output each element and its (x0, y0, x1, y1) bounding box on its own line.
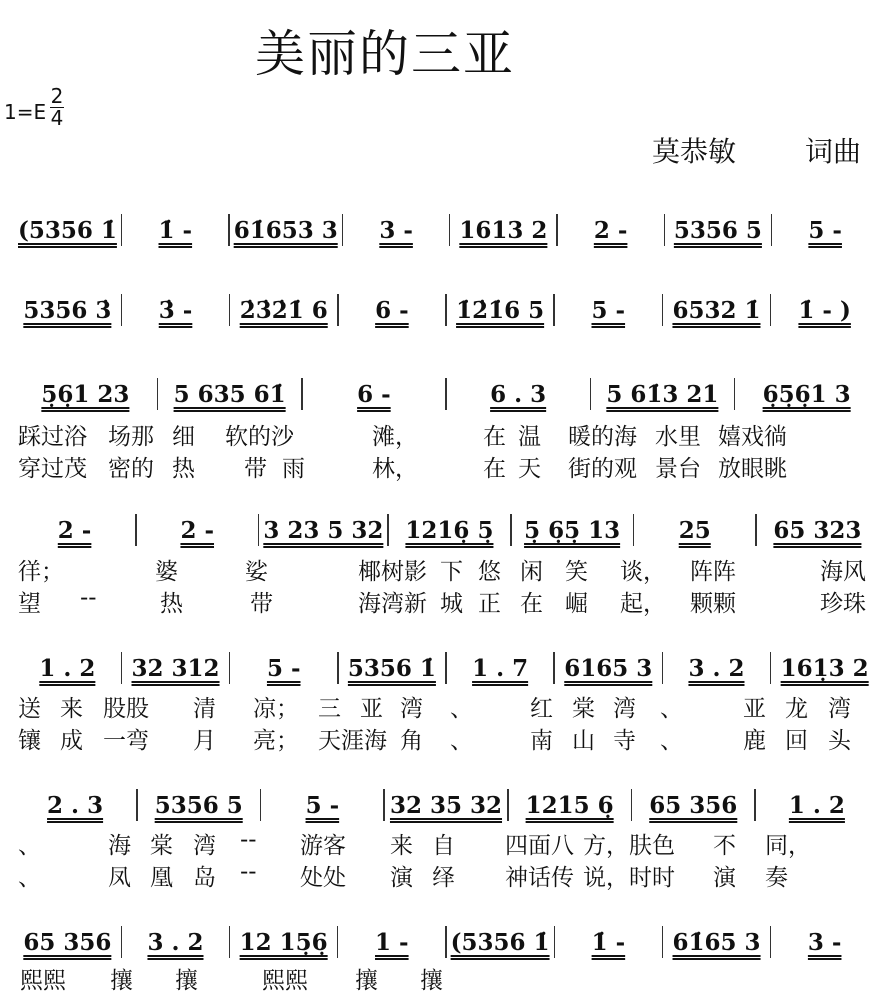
lyric-segment: 处处 (300, 865, 346, 891)
lyric-segment: 在 (520, 591, 543, 617)
lyric-segment: 穿过茂 (18, 456, 87, 482)
measure (771, 929, 878, 956)
measure-notes: 12 15̣6̣ (239, 928, 328, 956)
measure (230, 297, 337, 324)
measure (447, 381, 590, 408)
lyric-segment: 湾 (613, 696, 636, 722)
lyric-segment: 凤 (108, 865, 131, 891)
measure (385, 792, 507, 819)
lyric-segment: 带 (250, 591, 273, 617)
measure (555, 655, 662, 682)
lyric-segment: 在 (483, 424, 506, 450)
measure (771, 655, 878, 682)
lyric-segment: 龙 (785, 696, 808, 722)
measure-notes: 5 - (305, 791, 340, 819)
lyric-segment: 寺 (613, 728, 636, 754)
measure-notes: 6 - (357, 380, 391, 408)
lyric-segment: 同， (765, 833, 811, 859)
measure-notes: 5356 5 (154, 791, 243, 819)
measure-notes: 1 . 2 (788, 791, 845, 819)
measure (389, 517, 510, 544)
lyric-segment: 不 (713, 833, 736, 859)
lyric-segment: 徉； (18, 559, 64, 585)
lyric-segment: 、 (450, 696, 473, 722)
lyric-segment: 闲 (520, 559, 543, 585)
measure (771, 297, 878, 324)
measure (447, 655, 554, 682)
music-row (14, 512, 878, 548)
measure-notes: 5356 3̇ (23, 296, 112, 324)
lyric-segment: 林， (372, 456, 418, 482)
measure (14, 217, 121, 244)
lyric-segment: 镶 (18, 728, 41, 754)
measure-notes: (5356 1̇ (18, 216, 117, 244)
music-row (14, 924, 878, 960)
music-row (14, 787, 878, 823)
lyric-segment: 方，肤色 (583, 833, 675, 859)
measure (450, 217, 556, 244)
measure (14, 655, 121, 682)
lyric-segment: 温 (518, 424, 541, 450)
measure-notes: 1 . 7 (472, 654, 529, 682)
measure-notes: 5 61̇3 21 (606, 380, 719, 408)
measure (230, 655, 337, 682)
measure-notes: 32 35 32 (389, 791, 503, 819)
measure-notes: 61̇65 3 (672, 928, 761, 956)
lyric-segment: 神话传 (505, 865, 574, 891)
measure (632, 792, 754, 819)
lyric-segment: -- (80, 585, 97, 611)
measure-notes: 6532 1̇ (672, 296, 761, 324)
measure-notes: 1216̣ 5̣ (405, 516, 494, 544)
lyric-segment: 棠 (572, 696, 595, 722)
lyric-segment: 城 (440, 591, 463, 617)
measure (14, 929, 121, 956)
measure (339, 655, 446, 682)
music-row (14, 376, 878, 412)
time-signature (50, 86, 64, 129)
measure (665, 217, 771, 244)
lyric-segment: 凉； (253, 696, 299, 722)
lyric-segment: 滩， (372, 424, 418, 450)
lyric-segment: 婆 (155, 559, 178, 585)
measure (509, 792, 631, 819)
lyric-segment: 湾 (400, 696, 423, 722)
lyric-segment: 亚 (743, 696, 766, 722)
measure-notes: 65 356 (23, 928, 112, 956)
lyric-segment: 娑 (245, 559, 268, 585)
measure (663, 297, 770, 324)
lyric-segment: 望 (18, 591, 41, 617)
measure (259, 517, 387, 544)
lyric-segment: -- (240, 859, 257, 885)
measure-notes: 5 - (266, 654, 301, 682)
measure-notes: 2 - (180, 516, 215, 544)
measure-notes: 1̇ - ) (798, 296, 851, 324)
lyric-segment: 奏 (765, 865, 788, 891)
lyric-segment: 放眼眺 (718, 456, 787, 482)
measure-notes: 61̇653 3 (233, 216, 338, 244)
measure-notes: 1215 6̣ (525, 791, 614, 819)
measure-notes: 32 312 (131, 654, 220, 682)
measure (261, 792, 383, 819)
lyric-segment: 踩过浴 (18, 424, 87, 450)
measure-notes: 2 - (593, 216, 628, 244)
lyric-segment: 珍珠 (820, 591, 866, 617)
lyric-segment: 南 (530, 728, 553, 754)
lyric-segment: 说，时时 (583, 865, 675, 891)
measure-notes: 6 - (375, 296, 409, 324)
lyric-segment: 攘 (110, 968, 133, 994)
lyric-segment: 软的沙 (225, 424, 294, 450)
measure-notes: 5356 5 (673, 216, 762, 244)
lyric-segment: 湾 (828, 696, 851, 722)
measure-notes: 2̇3̇2̇1̇ 6 (239, 296, 328, 324)
lyric-segment: 、 (450, 728, 473, 754)
lyric-segment: 热 (160, 591, 183, 617)
lyric-segment: 起， (620, 591, 666, 617)
music-row (14, 650, 878, 686)
lyric-segment: 景台 (655, 456, 701, 482)
measure (663, 655, 770, 682)
lyric-segment: 雨 (282, 456, 305, 482)
lyric-segment: 角 (400, 728, 423, 754)
measure-notes: (5356 1̇ (450, 928, 550, 956)
lyric-segment: 、 (18, 865, 41, 891)
measure (634, 517, 755, 544)
lyric-segment: 演 (390, 865, 413, 891)
measure (558, 217, 664, 244)
lyric-segment: 天 (518, 456, 541, 482)
lyric-segment: 街的观 (568, 456, 637, 482)
lyric-segment: 送 (18, 696, 41, 722)
lyric-segment: 四面八 (505, 833, 574, 859)
lyric-segment: 椰树影 (358, 559, 427, 585)
lyric-segment: 在 (483, 456, 506, 482)
measure-notes: 5 635 61̇ (173, 380, 286, 408)
lyric-segment: 熙熙 (262, 968, 308, 994)
measure-notes: 5 - (591, 296, 626, 324)
measure-notes: 65 356 (649, 791, 738, 819)
lyric-segment: 演 (713, 865, 736, 891)
measure-notes: 1613 2 (459, 216, 548, 244)
lyric-segment: 成 (60, 728, 83, 754)
lyric-segment: 颗颗 (690, 591, 736, 617)
lyric-segment: 、 (660, 696, 683, 722)
measure-notes: 3 23 5 32 (263, 516, 384, 544)
measure (343, 217, 449, 244)
measure (122, 297, 229, 324)
measure (735, 381, 878, 408)
lyric-segment: 暖的海 (568, 424, 637, 450)
time-signature-top: 2 (50, 84, 64, 108)
measure-notes: 1̇ - (158, 216, 193, 244)
measure (591, 381, 734, 408)
measure-notes: 5̣6̣1 23 (41, 380, 130, 408)
lyric-segment: 水里 (655, 424, 701, 450)
lyric-segment: 头 (828, 728, 851, 754)
lyric-segment: 谈， (620, 559, 666, 585)
lyric-segment: 绎 (432, 865, 455, 891)
lyric-segment: 密的 (108, 456, 154, 482)
lyric-segment: 亮； (253, 728, 299, 754)
lyric-segment: 岛 (193, 865, 216, 891)
lyric-segment: 天涯海 (318, 728, 387, 754)
lyric-segment: 悠 (478, 559, 501, 585)
measure-notes: 3 - (379, 216, 413, 244)
measure (757, 517, 878, 544)
measure-notes: 161̣3 2 (780, 654, 869, 682)
measure-notes: 6̣5̣6̣1 3 (762, 380, 851, 408)
lyric-segment: 热 (172, 456, 195, 482)
lyric-segment: 崛 (565, 591, 588, 617)
lyric-segment: 海湾新 (358, 591, 427, 617)
measure (555, 929, 662, 956)
measure-notes: 1̇2̇1̇6 5 (456, 296, 545, 324)
lyric-segment: 下 (440, 559, 463, 585)
measure (303, 381, 446, 408)
lyric-segment: 细 (172, 424, 195, 450)
music-row (14, 292, 878, 328)
lyric-segment: 游客 (300, 833, 346, 859)
measure-notes: 3 . 2 (147, 928, 204, 956)
lyric-segment: 、 (660, 728, 683, 754)
measure (447, 297, 554, 324)
lyric-segment: 海风 (820, 559, 866, 585)
lyric-segment: 攘 (420, 968, 443, 994)
measure (122, 655, 229, 682)
lyric-segment: 回 (785, 728, 808, 754)
lyric-segment: 自 (432, 833, 455, 859)
music-row (14, 212, 878, 248)
lyric-segment: 山 (572, 728, 595, 754)
measure (447, 929, 554, 956)
lyric-segment: 海 (108, 833, 131, 859)
lyric-segment: -- (240, 827, 257, 853)
author: 莫恭敏 (652, 135, 737, 168)
measure-notes: 1 - (375, 928, 409, 956)
lyric-segment: 凰 (150, 865, 173, 891)
time-signature-bottom: 4 (50, 106, 64, 130)
lyric-segment: 来 (60, 696, 83, 722)
measure (122, 217, 228, 244)
lyric-segment: 棠 (150, 833, 173, 859)
lyric-segment: 鹿 (743, 728, 766, 754)
measure-notes: 3 . 2 (688, 654, 745, 682)
measure-notes: 5356 1̇ (347, 654, 436, 682)
lyric-segment: 月 (193, 728, 216, 754)
measure (122, 929, 229, 956)
measure (230, 217, 342, 244)
measure-notes: 1 . 2 (39, 654, 96, 682)
lyric-segment: 攘 (175, 968, 198, 994)
measure-notes: 6165 3 (564, 654, 653, 682)
lyric-segment: 股股 (103, 696, 149, 722)
measure-notes: 3 - (807, 928, 842, 956)
lyric-segment: 场那 (108, 424, 154, 450)
measure-notes: 6 . 3 (490, 380, 547, 408)
measure (756, 792, 878, 819)
lyric-segment: 带 (244, 456, 267, 482)
measure-notes: 65 323 (773, 516, 862, 544)
lyric-segment: 来 (390, 833, 413, 859)
measure (14, 792, 136, 819)
lyric-segment: 正 (478, 591, 501, 617)
measure (339, 297, 446, 324)
measure-notes: 2 . 3 (47, 791, 104, 819)
lyric-segment: 红 (530, 696, 553, 722)
measure-notes: 2 - (57, 516, 92, 544)
measure-notes: 5̣ 6̣5̣ 13 (524, 516, 621, 544)
lyric-segment: 阵阵 (690, 559, 736, 585)
lyric-segment: 、 (18, 833, 41, 859)
lyric-segment: 湾 (193, 833, 216, 859)
author-role: 词曲 (805, 135, 862, 168)
lyric-segment: 一弯 (103, 728, 149, 754)
measure (512, 517, 633, 544)
measure (772, 217, 878, 244)
measure-notes: 25 (678, 516, 711, 544)
lyric-segment: 三 (318, 696, 341, 722)
lyric-segment: 清 (193, 696, 216, 722)
measure (663, 929, 770, 956)
measure-notes: 3̇ - (158, 296, 193, 324)
lyric-segment: 亚 (360, 696, 383, 722)
measure-notes: 1̇ - (591, 928, 626, 956)
measure (137, 517, 258, 544)
song-title: 美丽的三亚 (255, 25, 515, 83)
measure (338, 929, 445, 956)
lyric-segment: 笑 (565, 559, 588, 585)
measure (14, 381, 157, 408)
measure (138, 792, 260, 819)
measure (230, 929, 337, 956)
measure (14, 517, 135, 544)
measure (158, 381, 301, 408)
lyric-segment: 熙熙 (20, 968, 66, 994)
key-signature: 1=E (4, 100, 47, 124)
lyric-segment: 嬉戏徜 (718, 424, 787, 450)
lyric-segment: 攘 (355, 968, 378, 994)
measure (555, 297, 662, 324)
measure-notes: 5 - (808, 216, 842, 244)
measure (14, 297, 121, 324)
